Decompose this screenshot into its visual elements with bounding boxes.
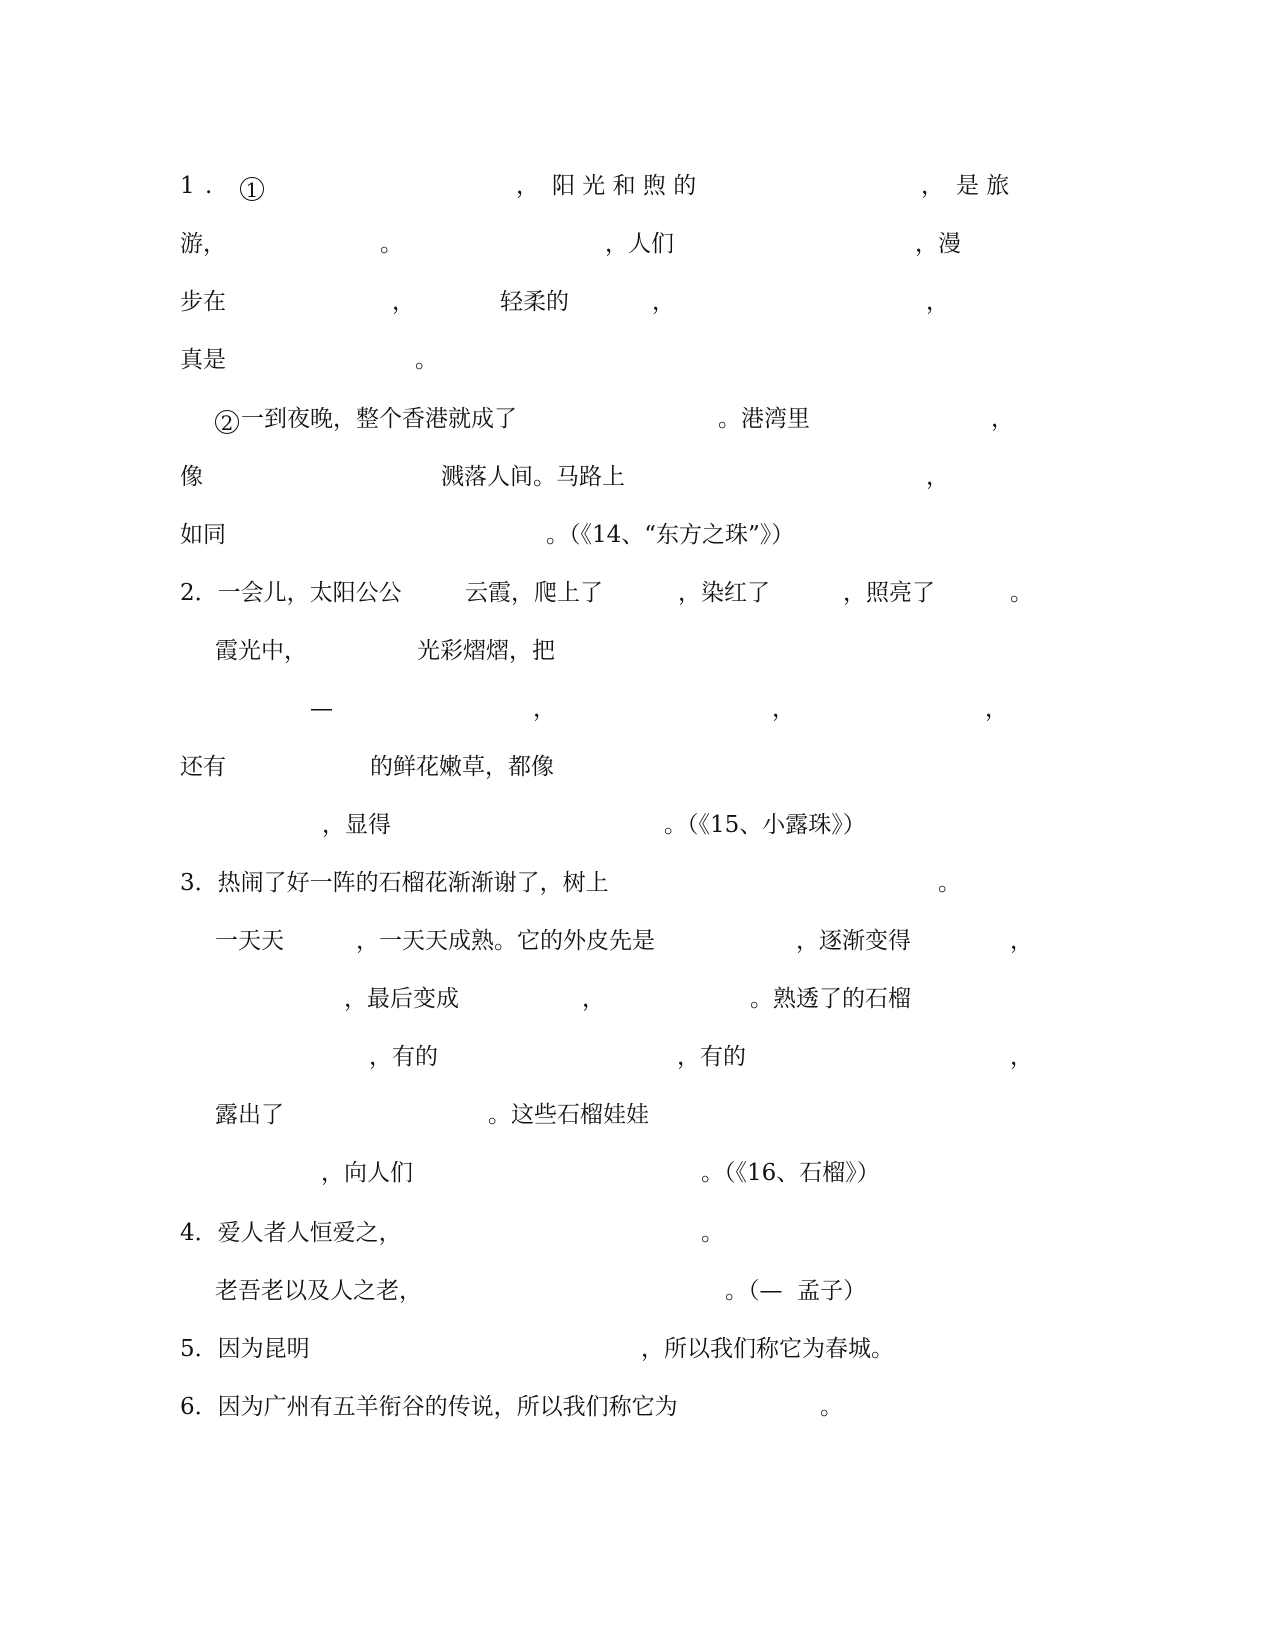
q6-text: 6．因为广州有五羊衔谷的传说，所以我们称它为 — [180, 1394, 678, 1420]
q1-text: ， — [516, 173, 539, 199]
q2-text: 的鲜花嫩草，都像 — [370, 754, 554, 780]
q2-text: ，照亮了 — [843, 580, 935, 606]
q3-text: ，最后变成 — [344, 986, 459, 1012]
q2-text: 2．一会儿，太阳公公 — [180, 580, 402, 606]
q1-dot: . — [205, 173, 213, 199]
q4-text: 。 — [701, 1220, 724, 1246]
q2-text: 。 — [1010, 580, 1033, 606]
q1-text: 溅落人间。马路上 — [441, 464, 625, 490]
q1-text: 是 旅 — [956, 173, 1010, 199]
q1-number: 1 — [180, 173, 195, 199]
q3-text: ，有的 — [369, 1044, 438, 1070]
q3-text: 3．热闹了好一阵的石榴花渐渐谢了，树上 — [180, 870, 609, 896]
q1-text: 游， — [180, 231, 226, 257]
q1-text: ， — [926, 464, 949, 490]
q3-text: ， — [582, 986, 605, 1012]
q4-text: 老吾老以及人之老， — [215, 1278, 422, 1304]
q3-text: 露出了 — [215, 1102, 284, 1128]
q3-text: 。这些石榴娃娃 — [488, 1102, 649, 1128]
q2-text: 还有 — [180, 754, 226, 780]
q3-text: ，一天天成熟。它的外皮先是 — [356, 928, 655, 954]
q2-text: ， — [772, 696, 795, 722]
q3-text: 。 — [938, 870, 961, 896]
q2-text: 霞光中， — [215, 638, 307, 664]
q5-text: 5．因为昆明 — [180, 1336, 310, 1362]
q2-text: — — [310, 696, 333, 722]
q3-text: ， — [1010, 928, 1033, 954]
q2-text: ， — [533, 696, 556, 722]
q1-text: 轻柔的 — [500, 289, 569, 315]
q1-text: ， — [991, 406, 1014, 432]
q1-text: 步在 — [180, 289, 226, 315]
q3-text: ， — [1010, 1044, 1033, 1070]
q1-text: 一到夜晚，整个香港就成了 — [241, 406, 517, 432]
q3-text: ，向人们 — [321, 1160, 413, 1186]
q4-source: 。（— 孟子） — [725, 1278, 867, 1304]
q2-text: 云霞，爬上了 — [465, 580, 603, 606]
q3-text: ，有的 — [677, 1044, 746, 1070]
q4-text: 4．爱人者人恒爱之， — [180, 1220, 402, 1246]
q1-text: 真是 — [180, 347, 226, 373]
q2-text: 光彩熠熠，把 — [417, 638, 555, 664]
q1-circled-2: 2 — [215, 406, 239, 436]
q2-text: ，显得 — [322, 812, 391, 838]
q6-text: 。 — [820, 1394, 843, 1420]
q1-text: ， — [652, 289, 675, 315]
q3-source: 。（《16、石榴》） — [701, 1160, 880, 1186]
q1-text: 阳 光 和 煦 的 — [552, 173, 697, 199]
q3-text: 。熟透了的石榴 — [750, 986, 911, 1012]
q1-text: ， — [926, 289, 949, 315]
q1-source: 。（《14、“东方之珠”》） — [546, 522, 795, 548]
q1-text: 。港湾里 — [718, 406, 810, 432]
q5-text: ，所以我们称它为春城。 — [641, 1336, 894, 1362]
q1-text: ，漫 — [915, 231, 961, 257]
q1-text: ， — [921, 173, 944, 199]
q3-text: ，逐渐变得 — [796, 928, 911, 954]
q1-text: ， — [392, 289, 415, 315]
q1-text: 。 — [380, 231, 403, 257]
q3-text: 一天天 — [215, 928, 284, 954]
q1-circled-1: 1 — [240, 173, 264, 203]
q2-source: 。（《15、小露珠》） — [664, 812, 866, 838]
q2-text: ， — [985, 696, 1008, 722]
q1-text: 像 — [180, 464, 203, 490]
q1-text: ，人们 — [605, 231, 674, 257]
q1-text: 。 — [415, 347, 438, 373]
q1-text: 如同 — [180, 522, 226, 548]
q2-text: ，染红了 — [678, 580, 770, 606]
